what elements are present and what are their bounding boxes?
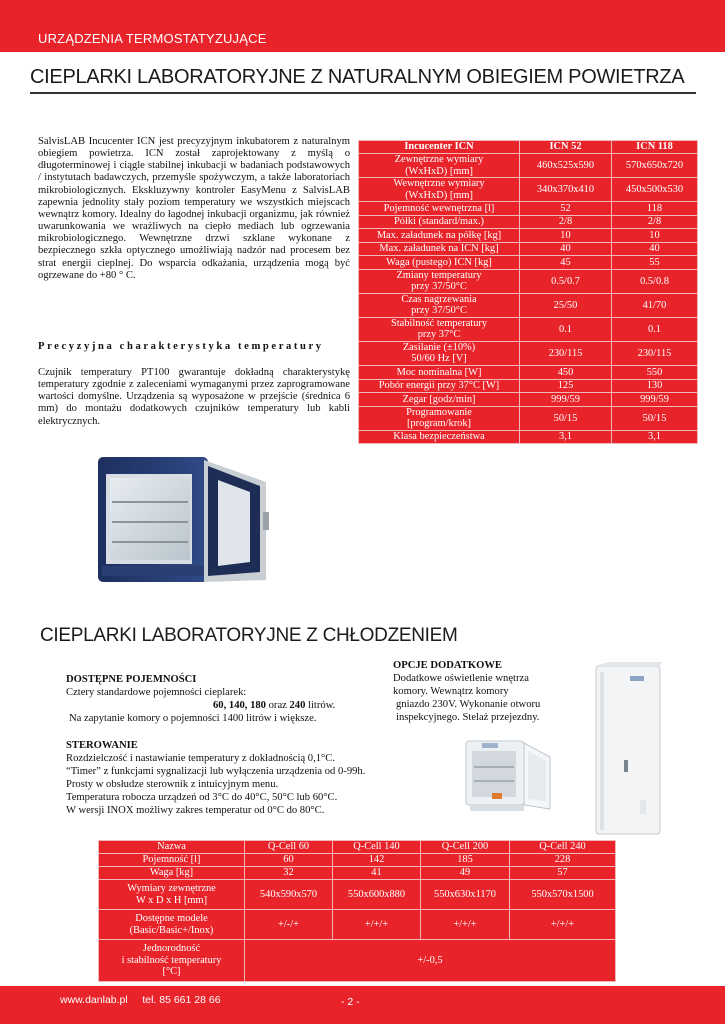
- table-label-line: W x D x H [mm]: [135, 894, 208, 906]
- table-row: [359, 202, 698, 216]
- capacities-heading: DOSTĘPNE POJEMNOŚCI: [66, 674, 197, 685]
- capacities-text: oraz: [265, 700, 290, 711]
- intro-paragraph: SalvisLAB Incucenter ICN jest precyzyjnym inkubatorem z naturalnym obiegiem powietrza. ICN został zaprojektowany z myślą o długoterminowej i ciągle stabilnej inkubacji w badaniach podstawowych / instytutach badawczych, przemyśle spożywczym, a także laboratoriach mikrobiologicznych. Ekskluzywny kontroler EasyMenu z SalvisLAB zapewnia jednolity stały poziom temperatury we wszystkich miejscach wewnątrz komory. Idealny do łagodnej inkubacji organizmu, jak również uwarunkowania we wrażliwych na ciepło mediach lub ogrzewania mikrobiologicznego. Wewnętrzne drzwi szklane wykonane z bezpiecznego szkła optycznego umożliwiają nadzór nad procesem bez strat energii cieplnej. Do wsparcia odkażania, urządzenia mogą być ogrzewane do +80 ° C.: [38, 136, 350, 281]
- capacities-bold: 240: [289, 700, 306, 711]
- table-label-line: Klasa bezpieczeństwa: [393, 431, 485, 443]
- options-line: inspekcyjnego. Stelaż przejezdny.: [396, 712, 540, 723]
- capacities-text: litrów.: [305, 700, 336, 711]
- control-line: W wersji INOX możliwy zakres temperatur od 0°C do 80°C.: [66, 805, 325, 816]
- table-label-line: Zmiany temperatury: [396, 269, 482, 281]
- control-heading: STEROWANIE: [66, 740, 138, 751]
- table-label-line: Zewnętrzne wymiary: [394, 154, 484, 165]
- sensor-paragraph: Czujnik temperatury PT100 gwarantuje dokładną charakterystykę temperatury zgodnie z zaleceniami wymaganymi przez zaprogramowane wartości domyślne. Urządzenia są wyposażone w przejście (średnica 6 mm) do montażu dodatkowych czujników temperatury lub kabli elektrycznych.: [38, 367, 350, 427]
- table-label-line: Dostępne modele: [135, 913, 208, 924]
- table-row: [359, 430, 698, 444]
- table-header-cell: Nazwa: [99, 841, 245, 854]
- table-value-cell: +/+/+: [333, 910, 421, 940]
- table-value-cell: 130: [612, 379, 698, 393]
- table-label-cell: [99, 910, 245, 940]
- table-value-cell: 185: [421, 854, 510, 867]
- table-label-line: [program/krok]: [406, 418, 472, 430]
- control-line: Rozdzielczość i nastawianie temperatury z dokładnością 0,1°C.: [66, 753, 335, 764]
- table-label-cell: [99, 867, 245, 880]
- table-value-cell: 45: [520, 256, 612, 270]
- table-row: [99, 854, 616, 867]
- table-label-line: Programowanie: [406, 406, 472, 418]
- table-label-line: Zasilanie (±10%): [402, 341, 476, 353]
- table-label-cell: [359, 430, 520, 444]
- table-row: [359, 393, 698, 407]
- table-value-cell: 230/115: [520, 341, 612, 365]
- table-label-line: Jednorodność: [142, 943, 201, 955]
- table-value-cell: 550x570x1500: [510, 880, 616, 910]
- table-value-cell: 57: [510, 867, 616, 880]
- capacities-line: Na zapytanie komory o pojemności 1400 litrów i większe.: [69, 713, 317, 724]
- table-row: [359, 269, 698, 293]
- table-label-line: Stabilność temperatury: [390, 317, 488, 329]
- table-label-line: Półki (standard/max.): [393, 216, 485, 228]
- table-header-cell: ICN 118: [612, 141, 698, 154]
- table-row: [99, 940, 616, 982]
- options-line: gniazdo 230V. Wykonanie otworu: [396, 699, 541, 710]
- table-value-cell: 60: [245, 854, 333, 867]
- table-label-cell: [99, 880, 245, 910]
- table-value-cell: 230/115: [612, 341, 698, 365]
- table-label-line: Pojemność [l]: [142, 854, 201, 866]
- table-value-cell: +/-0,5: [245, 940, 616, 982]
- table-label-line: (Basic/Basic+/Inox): [129, 924, 214, 936]
- qcell-tall-image: [594, 660, 664, 836]
- table-value-cell: 550x600x880: [333, 880, 421, 910]
- table-label-cell: [359, 269, 520, 293]
- table-label-line: Waga [kg]: [149, 867, 194, 879]
- table-value-cell: 10: [612, 229, 698, 243]
- table-value-cell: 2/8: [612, 215, 698, 229]
- table-label-line: Pobór energii przy 37°C [W]: [378, 380, 500, 392]
- table-label-cell: [359, 215, 520, 229]
- table-row: [99, 867, 616, 880]
- table-header-row: [359, 141, 698, 154]
- table-label-cell: [359, 256, 520, 270]
- table-value-cell: 0.5/0.7: [520, 269, 612, 293]
- table-header-cell: Incucenter ICN: [359, 141, 520, 154]
- table-value-cell: 55: [612, 256, 698, 270]
- table-value-cell: 142: [333, 854, 421, 867]
- capacities-bold: 60, 140, 180: [213, 700, 266, 711]
- table-row: [359, 293, 698, 317]
- table-value-cell: 40: [520, 242, 612, 256]
- options-line: komory. Wewnątrz komory: [393, 686, 509, 697]
- table-value-cell: 3,1: [520, 430, 612, 444]
- table-row: [359, 406, 698, 430]
- table-value-cell: 550x630x1170: [421, 880, 510, 910]
- control-line: “Timer” z funkcjami sygnalizacji lub wyłączenia urządzenia od 0-99h.: [66, 766, 366, 777]
- title-underline: [30, 92, 696, 94]
- table-value-cell: 0.5/0.8: [612, 269, 698, 293]
- table-value-cell: 50/15: [520, 406, 612, 430]
- table-value-cell: 49: [421, 867, 510, 880]
- table-value-cell: 999/59: [520, 393, 612, 407]
- table-label-cell: [359, 229, 520, 243]
- table-value-cell: 10: [520, 229, 612, 243]
- table-label-cell: [359, 242, 520, 256]
- options-line: Dodatkowe oświetlenie wnętrza: [393, 673, 529, 684]
- table-label-cell: [359, 341, 520, 365]
- table-value-cell: +/+/+: [510, 910, 616, 940]
- table-value-cell: 540x590x570: [245, 880, 333, 910]
- precision-subheading: Precyzyjna charakterystyka temperatury: [38, 341, 324, 352]
- options-heading: OPCJE DODATKOWE: [393, 660, 502, 671]
- table-row: [99, 880, 616, 910]
- table-value-cell: 25/50: [520, 293, 612, 317]
- table-value-cell: 999/59: [612, 393, 698, 407]
- category-label: URZĄDZENIA TERMOSTATYZUJĄCE: [38, 31, 267, 46]
- table-value-cell: 450x500x530: [612, 178, 698, 202]
- table-header-cell: Q-Cell 60: [245, 841, 333, 854]
- table-value-cell: 0.1: [612, 317, 698, 341]
- table-label-line: [°C]: [162, 966, 181, 978]
- table-label-cell: [359, 293, 520, 317]
- table-header-cell: Q-Cell 240: [510, 841, 616, 854]
- capacities-line: [213, 700, 335, 712]
- table-label-line: (WxHxD) [mm]: [405, 165, 473, 177]
- page-number: - 2 -: [341, 996, 360, 1008]
- website-link[interactable]: www.danlab.pl: [60, 994, 128, 1006]
- section-title-natural-convection: CIEPLARKI LABORATORYJNE Z NATURALNYM OBIEGIEM POWIETRZA: [30, 66, 685, 88]
- table-label-cell: [99, 940, 245, 982]
- qcell-small-image: [462, 733, 554, 823]
- table-row: [359, 256, 698, 270]
- table-label-line: Wymiary zewnętrzne: [127, 883, 216, 894]
- table-label-line: Moc nominalna [W]: [396, 366, 482, 378]
- table-label-cell: [359, 154, 520, 178]
- table-row: [359, 341, 698, 365]
- header-bar: [0, 0, 725, 52]
- table-header-row: [99, 841, 616, 854]
- icn-spec-table: [358, 140, 698, 444]
- table-label-cell: [359, 178, 520, 202]
- table-value-cell: 32: [245, 867, 333, 880]
- table-row: [359, 365, 698, 379]
- control-line: Temperatura robocza urządzeń od 3°C do 40°C, 50°C lub 60°C.: [66, 792, 338, 803]
- table-value-cell: 52: [520, 202, 612, 216]
- table-label-line: Waga (pustego) ICN [kg]: [386, 256, 492, 268]
- table-label-cell: [359, 365, 520, 379]
- table-label-line: Max. załadunek na ICN [kg]: [379, 243, 499, 255]
- table-value-cell: 118: [612, 202, 698, 216]
- table-value-cell: 550: [612, 365, 698, 379]
- table-label-line: Max. załadunek na półkę [kg]: [376, 229, 502, 241]
- table-row: [359, 242, 698, 256]
- table-header-cell: Q-Cell 140: [333, 841, 421, 854]
- table-label-line: Zegar [godz/min]: [402, 393, 476, 405]
- table-label-cell: [359, 406, 520, 430]
- table-row: [359, 154, 698, 178]
- table-label-cell: [359, 393, 520, 407]
- table-value-cell: 228: [510, 854, 616, 867]
- table-value-cell: 3,1: [612, 430, 698, 444]
- table-row: [359, 215, 698, 229]
- footer-contact: [60, 994, 221, 1006]
- table-value-cell: 340x370x410: [520, 178, 612, 202]
- table-header-cell: Q-Cell 200: [421, 841, 510, 854]
- table-value-cell: 125: [520, 379, 612, 393]
- table-label-line: Wewnętrzne wymiary: [393, 178, 485, 189]
- table-label-line: przy 37/50°C: [411, 305, 467, 317]
- table-label-line: (WxHxD) [mm]: [405, 189, 473, 201]
- table-value-cell: +/-/+: [245, 910, 333, 940]
- table-value-cell: 0.1: [520, 317, 612, 341]
- table-row: [99, 910, 616, 940]
- table-label-line: Czas nagrzewania: [401, 293, 477, 305]
- table-row: [359, 229, 698, 243]
- table-label-line: przy 37/50°C: [411, 281, 467, 293]
- table-header-cell: ICN 52: [520, 141, 612, 154]
- table-value-cell: 460x525x590: [520, 154, 612, 178]
- table-row: [359, 178, 698, 202]
- table-value-cell: 40: [612, 242, 698, 256]
- table-value-cell: 570x650x720: [612, 154, 698, 178]
- capacities-line: Cztery standardowe pojemności cieplarek:: [66, 687, 247, 698]
- control-line: Prosty w obsłudze sterownik z intuicyjnym menu.: [66, 779, 279, 790]
- table-label-line: 50/60 Hz [V]: [411, 353, 467, 365]
- table-value-cell: +/+/+: [421, 910, 510, 940]
- phone-number: tel. 85 661 28 66: [142, 994, 221, 1006]
- table-label-cell: [359, 202, 520, 216]
- table-label-line: i stabilność temperatury: [121, 954, 222, 966]
- table-row: [359, 379, 698, 393]
- table-value-cell: 41/70: [612, 293, 698, 317]
- section-title-cooled: CIEPLARKI LABORATORYJNE Z CHŁODZENIEM: [40, 625, 458, 646]
- table-value-cell: 2/8: [520, 215, 612, 229]
- table-label-cell: [99, 854, 245, 867]
- table-row: [359, 317, 698, 341]
- table-label-line: przy 37°C: [417, 329, 461, 341]
- table-value-cell: 450: [520, 365, 612, 379]
- table-label-cell: [359, 317, 520, 341]
- table-value-cell: 50/15: [612, 406, 698, 430]
- table-value-cell: 41: [333, 867, 421, 880]
- table-label-cell: [359, 379, 520, 393]
- qcell-spec-table: [98, 840, 616, 982]
- incubator-icn-image: [96, 452, 276, 587]
- table-label-line: Pojemność wewnętrzna [l]: [383, 202, 495, 214]
